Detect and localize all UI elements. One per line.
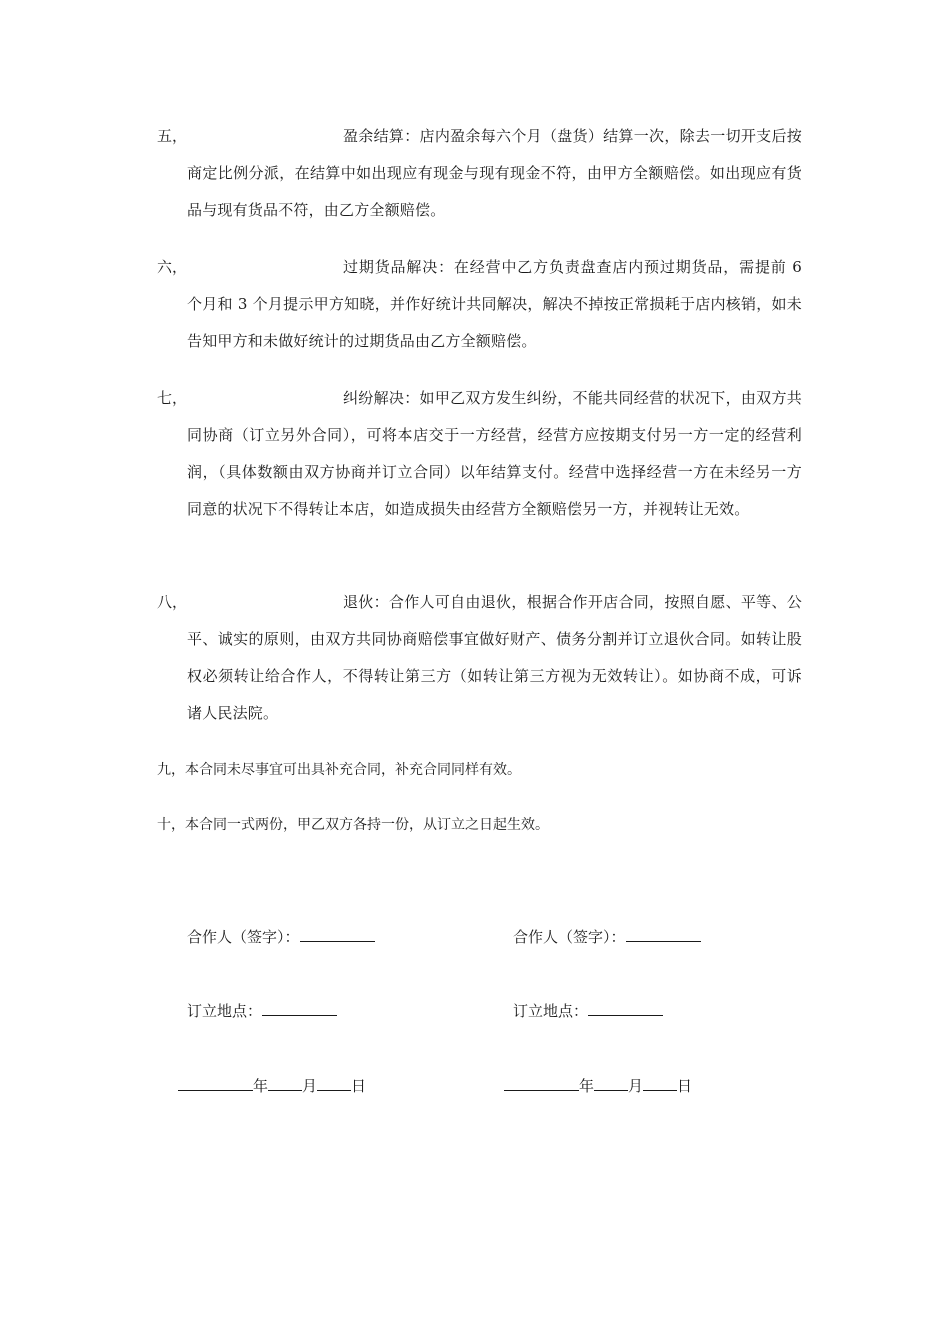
- clause-number: 七，: [157, 389, 188, 407]
- clause-number: 六，: [157, 258, 188, 276]
- month-blank-line: [594, 1074, 628, 1091]
- signature-blank-line: [300, 925, 375, 942]
- right-signing-place: [513, 999, 663, 1022]
- month-label: 月: [628, 1077, 644, 1095]
- month-blank-line: [268, 1074, 302, 1091]
- place-blank-line: [588, 999, 663, 1016]
- clause-8: [157, 584, 807, 734]
- day-blank-line: [317, 1074, 351, 1091]
- place-label: 订立地点：: [513, 1002, 589, 1020]
- left-partner-signature: [187, 925, 375, 948]
- year-label: 年: [579, 1077, 595, 1095]
- year-blank-line: [178, 1074, 253, 1091]
- clause-text: 盈余结算：店内盈余每六个月（盘货）结算一次，除去一切开支后按商定比例分派，在结算中如出现应有现金与现有现金不符，由甲方全额赔偿。如出现应有货品与现有货品不符，由乙方全额赔偿。: [187, 127, 802, 219]
- left-signing-date: [178, 1074, 366, 1097]
- signature-blank-line: [626, 925, 701, 942]
- month-label: 月: [302, 1077, 318, 1095]
- year-label: 年: [253, 1077, 269, 1095]
- clause-text: 纠纷解决：如甲乙双方发生纠纷，不能共同经营的状况下，由双方共同协商（订立另外合同），可将本店交于一方经营，经营方应按期支付另一方一定的经营利润，（具体数额由双方协商并订立合同）以年结算支付。经营中选择经营一方在未经另一方同意的状况下不得转让本店，如造成损失由经营方全额赔偿另一方，并视转让无效。: [187, 389, 802, 518]
- day-label: 日: [351, 1077, 367, 1095]
- place-blank-line: [262, 999, 337, 1016]
- day-label: 日: [677, 1077, 693, 1095]
- left-signing-place: [187, 999, 337, 1022]
- clause-text: 过期货品解决：在经营中乙方负责盘查店内预过期货品，需提前 6 个月和 3 个月提示甲方知晓，并作好统计共同解决，解决不掉按正常损耗于店内核销，如未告知甲方和未做好统计的过期货品由乙方全额赔偿。: [187, 258, 802, 350]
- clause-9: 九，本合同未尽事宜可出具补充合同，补充合同同样有效。: [157, 762, 521, 778]
- right-partner-signature: [513, 925, 701, 948]
- clause-number: 八，: [157, 593, 188, 611]
- clause-6: [157, 249, 807, 364]
- place-label: 订立地点：: [187, 1002, 263, 1020]
- day-blank-line: [643, 1074, 677, 1091]
- clause-10: 十，本合同一式两份，甲乙双方各持一份，从订立之日起生效。: [157, 817, 549, 833]
- clause-5: [157, 118, 807, 233]
- partner-label: 合作人（签字）：: [513, 928, 626, 946]
- year-blank-line: [504, 1074, 579, 1091]
- clause-7: [157, 380, 807, 570]
- clause-text: 退伙：合作人可自由退伙，根据合作开店合同，按照自愿、平等、公平、诚实的原则，由双方共同协商赔偿事宜做好财产、债务分割并订立退伙合同。如转让股权必须转让给合作人，不得转让第三方（如转让第三方视为无效转让）。如协商不成，可诉诸人民法院。: [187, 593, 802, 722]
- clause-number: 五，: [157, 127, 188, 145]
- right-signing-date: [504, 1074, 692, 1097]
- partner-label: 合作人（签字）：: [187, 928, 300, 946]
